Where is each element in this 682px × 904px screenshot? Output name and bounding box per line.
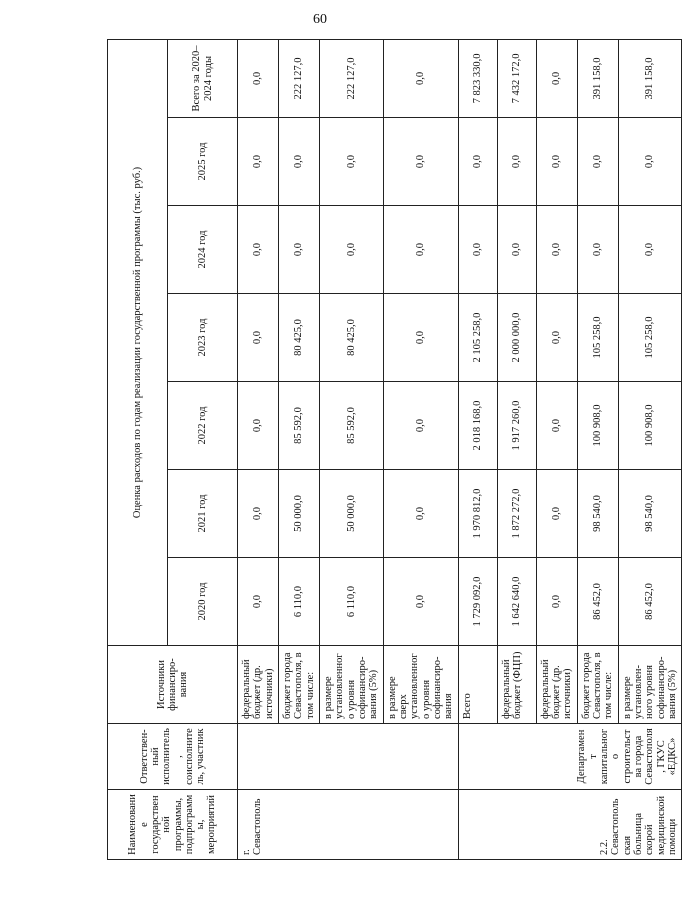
- value-cell: 80 425,0: [278, 294, 319, 382]
- value-cell: 0,0: [238, 558, 279, 646]
- value-cell: 0,0: [458, 118, 497, 206]
- value-cell: 0,0: [238, 470, 279, 558]
- value-cell: 0,0: [238, 382, 279, 470]
- value-cell: 0,0: [577, 206, 618, 294]
- value-cell: 0,0: [536, 470, 577, 558]
- program-name: г. Севастополь: [238, 790, 459, 860]
- value-cell: 0,0: [383, 470, 458, 558]
- total-cell: 222 127,0: [278, 39, 319, 117]
- funding-source: федеральный бюджет (др. источники): [238, 646, 279, 724]
- header-estimate: Оценка расходов по годам реализации государственной программы (тыс. руб.): [108, 39, 168, 645]
- value-cell: 0,0: [536, 118, 577, 206]
- header-year-2025: 2025 год: [168, 118, 238, 206]
- total-cell: 0,0: [383, 39, 458, 117]
- value-cell: 0,0: [536, 558, 577, 646]
- responsible-executor: [238, 724, 459, 790]
- value-cell: 86 452,0: [577, 558, 618, 646]
- funding-source: в размере установленного уровня софинансиро-вания (5%): [319, 646, 383, 724]
- value-cell: 50 000,0: [278, 470, 319, 558]
- value-cell: 0,0: [278, 206, 319, 294]
- value-cell: 105 258,0: [577, 294, 618, 382]
- value-cell: 0,0: [238, 294, 279, 382]
- value-cell: 86 452,0: [618, 558, 682, 646]
- value-cell: 0,0: [238, 118, 279, 206]
- value-cell: 0,0: [383, 118, 458, 206]
- value-cell: 1 729 092,0: [458, 558, 497, 646]
- program-name: 2.2. Севастопольская больница скорой медицинской помощи: [458, 790, 682, 860]
- header-year-2024: 2024 год: [168, 206, 238, 294]
- value-cell: 85 592,0: [319, 382, 383, 470]
- funding-source: бюджет города Севастополя, в том числе:: [577, 646, 618, 724]
- table-row: [458, 39, 497, 859]
- table-row: [238, 39, 279, 859]
- value-cell: 105 258,0: [618, 294, 682, 382]
- total-cell: 222 127,0: [319, 39, 383, 117]
- funding-source: Всего: [458, 646, 497, 724]
- total-cell: 0,0: [536, 39, 577, 117]
- value-cell: 2 000 000,0: [497, 294, 536, 382]
- value-cell: 0,0: [536, 294, 577, 382]
- value-cell: 0,0: [383, 558, 458, 646]
- value-cell: 1 917 260,0: [497, 382, 536, 470]
- value-cell: 98 540,0: [577, 470, 618, 558]
- rotated-table-container: [107, 40, 678, 860]
- value-cell: 50 000,0: [319, 470, 383, 558]
- value-cell: 0,0: [618, 206, 682, 294]
- value-cell: 0,0: [497, 118, 536, 206]
- value-cell: 100 908,0: [577, 382, 618, 470]
- value-cell: 0,0: [458, 206, 497, 294]
- responsible-executor: Департамент капитального строительства города Севастополя, ГКУС «ЕДКС»: [458, 724, 682, 790]
- page-number: 60: [313, 12, 327, 27]
- funding-source: федеральный бюджет (др. источники): [536, 646, 577, 724]
- value-cell: 0,0: [536, 206, 577, 294]
- value-cell: 100 908,0: [618, 382, 682, 470]
- funding-source: бюджет города Севастополя, в том числе:: [278, 646, 319, 724]
- header-source: Источники финансиро-вания: [108, 646, 238, 724]
- value-cell: 6 110,0: [319, 558, 383, 646]
- value-cell: 0,0: [319, 118, 383, 206]
- value-cell: 6 110,0: [278, 558, 319, 646]
- value-cell: 2 018 168,0: [458, 382, 497, 470]
- header-year-2020: 2020 год: [168, 558, 238, 646]
- total-cell: 7 432 172,0: [497, 39, 536, 117]
- value-cell: 0,0: [278, 118, 319, 206]
- value-cell: 85 592,0: [278, 382, 319, 470]
- total-cell: 0,0: [238, 39, 279, 117]
- value-cell: 0,0: [497, 206, 536, 294]
- header-year-2023: 2023 год: [168, 294, 238, 382]
- header-year-2021: 2021 год: [168, 470, 238, 558]
- header-name: Наименование государственной программы, подпрограммы, мероприятий: [108, 790, 238, 860]
- value-cell: 80 425,0: [319, 294, 383, 382]
- value-cell: 0,0: [536, 382, 577, 470]
- total-cell: 7 823 330,0: [458, 39, 497, 117]
- value-cell: 0,0: [383, 206, 458, 294]
- value-cell: 1 872 272,0: [497, 470, 536, 558]
- header-year-2022: 2022 год: [168, 382, 238, 470]
- budget-table: [107, 39, 682, 860]
- value-cell: 0,0: [383, 382, 458, 470]
- header-total: Всего за 2020–2024 годы: [168, 39, 238, 117]
- value-cell: 1 970 812,0: [458, 470, 497, 558]
- value-cell: 1 642 640,0: [497, 558, 536, 646]
- value-cell: 0,0: [238, 206, 279, 294]
- value-cell: 0,0: [618, 118, 682, 206]
- total-cell: 391 158,0: [618, 39, 682, 117]
- funding-source: в размере установлен-ного уровня софинансиро-вания (5%): [618, 646, 682, 724]
- value-cell: 0,0: [577, 118, 618, 206]
- funding-source: в размере сверх установленного уровня софинансиро-вания: [383, 646, 458, 724]
- funding-source: федеральный бюджет (ФЦП): [497, 646, 536, 724]
- value-cell: 98 540,0: [618, 470, 682, 558]
- total-cell: 391 158,0: [577, 39, 618, 117]
- value-cell: 2 105 258,0: [458, 294, 497, 382]
- value-cell: 0,0: [383, 294, 458, 382]
- value-cell: 0,0: [319, 206, 383, 294]
- header-responsible: Ответствен-ный исполнитель, соисполнитель, участник: [108, 724, 238, 790]
